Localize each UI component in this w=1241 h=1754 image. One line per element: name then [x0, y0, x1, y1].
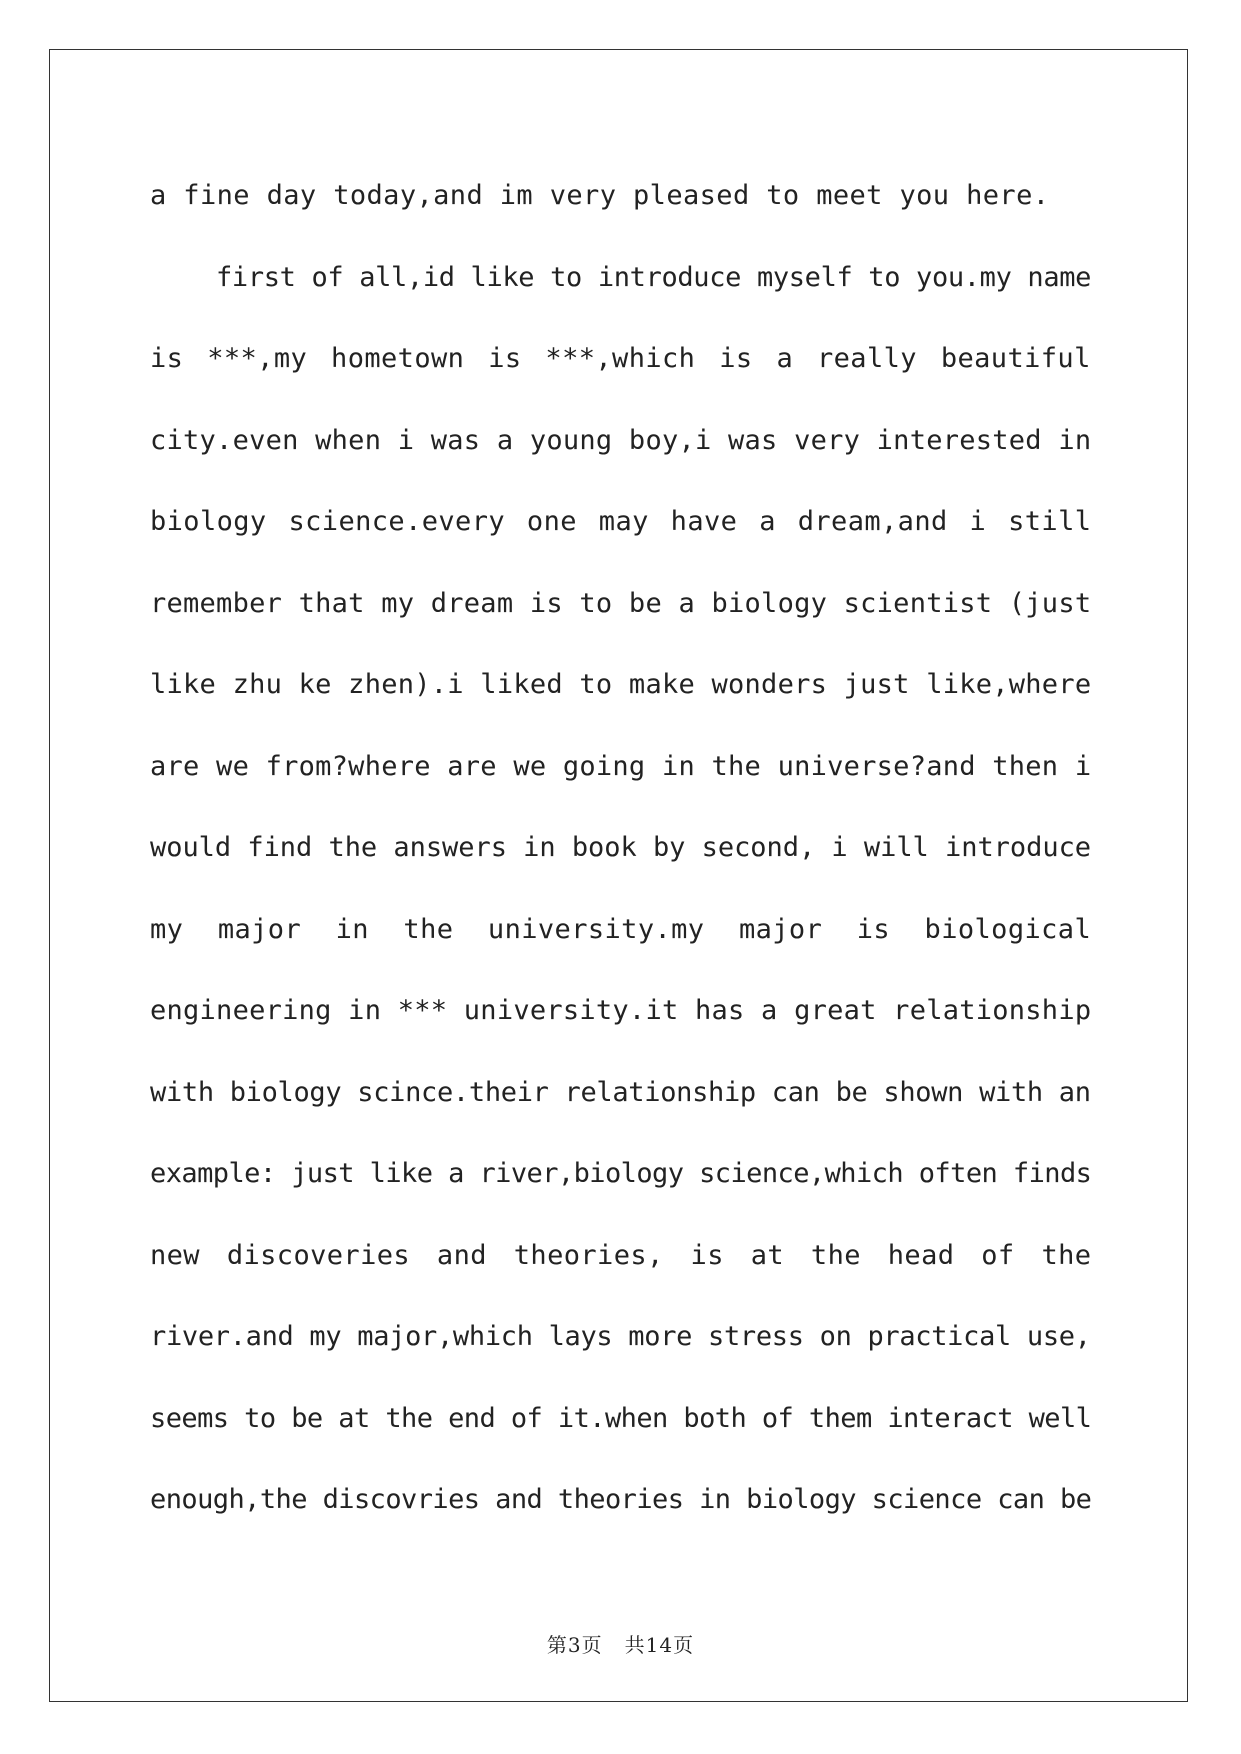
text-line: city.even when i was a young boy,i was very interested in	[150, 424, 1092, 456]
text-line: would find the answers in book by second, i will introduce	[150, 832, 1092, 863]
text-line: a fine day today,and im very pleased to meet you here.	[150, 180, 1050, 211]
text-line: example: just like a river,biology science,which often finds	[150, 1158, 1092, 1189]
text-line: enough,the discovries and theories in biology science can be	[150, 1484, 1092, 1515]
text-line: new discoveries and theories, is at the head of the	[150, 1239, 1092, 1271]
page-number: 第3页	[546, 1633, 603, 1657]
text-line: is ***,my hometown is ***,which is a really beautiful	[150, 343, 1091, 374]
text-line: biology science.every one may have a dream,and i still	[150, 506, 1092, 537]
text-line: seems to be at the end of it.when both of them interact well	[150, 1402, 1092, 1434]
text-line: are we from?where are we going in the universe?and then i	[150, 750, 1092, 782]
text-line: engineering in *** university.it has a great relationship	[150, 995, 1092, 1026]
text-line: with biology scince.their relationship can be shown with an	[150, 1076, 1091, 1108]
text-line: first of all,id like to introduce myself to you.my name	[216, 261, 1092, 293]
page-footer	[0, 1629, 1241, 1658]
text-line: river.and my major,which lays more stress on practical use,	[150, 1321, 1091, 1352]
text-line: remember that my dream is to be a biology scientist (just	[150, 587, 1092, 619]
page-total: 共14页	[624, 1633, 695, 1657]
text-line: my major in the university.my major is biological	[150, 913, 1092, 945]
text-line: like zhu ke zhen).i liked to make wonders just like,where	[150, 669, 1092, 700]
document-body	[150, 166, 1091, 1552]
